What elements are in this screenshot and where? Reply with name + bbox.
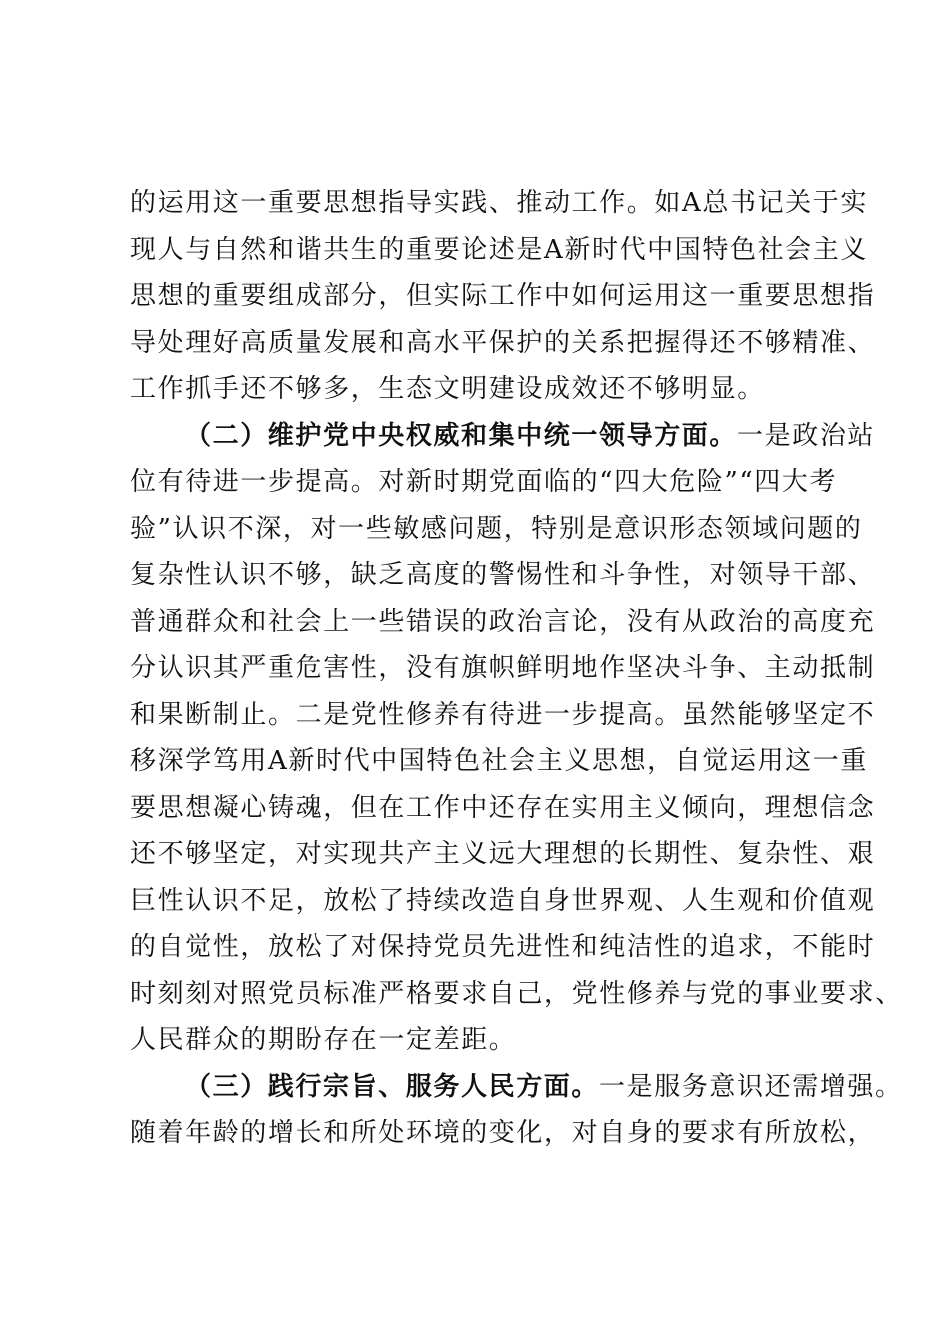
text-run: 复杂性认识不够，缺乏高度的警惕性和斗争性，对领导干部、 xyxy=(130,560,876,590)
text-line xyxy=(130,1064,903,1111)
text-run: 工作抓手还不够多，生态文明建设成效还不够明显。 xyxy=(130,374,765,404)
text-line xyxy=(130,413,876,460)
text-run: 普通群众和社会上一些错误的政治言论，没有从政治的高度充 xyxy=(130,606,876,637)
section-heading: （二）维护党中央权威和集中统一领导方面。 xyxy=(185,420,738,451)
text-run: 时刻刻对照党员标准严格要求自己，党性修养与党的事业要求、 xyxy=(130,978,903,1009)
text-line xyxy=(130,971,903,1018)
text-line xyxy=(130,366,850,413)
text-line xyxy=(130,552,876,599)
text-line xyxy=(130,1017,850,1064)
text-line xyxy=(130,738,868,785)
text-line xyxy=(130,320,876,367)
text-line xyxy=(130,645,876,692)
text-run: 巨性认识不足，放松了持续改造自身世界观、人生观和价值观 xyxy=(130,885,876,916)
text-line xyxy=(130,273,876,320)
text-run: 思想的重要组成部分，但实际工作中如何运用这一重要思想指 xyxy=(130,281,876,311)
text-run: 要思想凝心铸魂，但在工作中还存在实用主义倾向，理想信念 xyxy=(130,792,876,823)
text-line xyxy=(130,924,876,971)
text-line xyxy=(130,599,876,646)
text-line xyxy=(130,785,876,832)
document-body xyxy=(130,180,903,1157)
text-run: 随着年龄的增长和所处环境的变化，对自身的要求有所放松， xyxy=(130,1118,876,1148)
text-run: 还不够坚定，对实现共产主义远大理想的长期性、复杂性、艰 xyxy=(130,839,876,869)
text-line xyxy=(130,878,876,925)
text-line xyxy=(130,692,876,739)
text-run: 现人与自然和谐共生的重要论述是A新时代中国特色社会主义 xyxy=(130,234,868,265)
section-heading: （三）践行宗旨、服务人民方面。 xyxy=(185,1071,600,1102)
text-run: 的自觉性，放松了对保持党员先进性和纯洁性的追求，不能时 xyxy=(130,932,876,962)
text-run: 导处理好高质量发展和高水平保护的关系把握得还不够精准、 xyxy=(130,327,876,358)
text-line xyxy=(130,1110,876,1157)
text-run: 和果断制止。二是党性修养有待进一步提高。虽然能够坚定不 xyxy=(130,699,876,730)
text-line xyxy=(130,831,876,878)
text-line xyxy=(130,506,863,553)
text-run: 一是政治站 xyxy=(737,420,876,451)
text-line xyxy=(130,227,868,274)
text-run: 一是服务意识还需增强。 xyxy=(599,1071,903,1102)
text-run: 验”认识不深，对一些敏感问题，特别是意识形态领域问题的 xyxy=(130,513,863,544)
text-run: 分认识其严重危害性，没有旗帜鲜明地作坚决斗争、主动抵制 xyxy=(130,653,876,683)
text-run: 移深学笃用A新时代中国特色社会主义思想，自觉运用这一重 xyxy=(130,746,868,776)
text-run: 人民群众的期盼存在一定差距。 xyxy=(130,1025,517,1055)
text-run: 的运用这一重要思想指导实践、推动工作。如A总书记关于实 xyxy=(130,188,868,218)
text-run: 位有待进一步提高。对新时期党面临的“四大危险”“四大考 xyxy=(130,467,838,497)
text-line xyxy=(130,459,850,506)
text-line xyxy=(130,180,868,227)
